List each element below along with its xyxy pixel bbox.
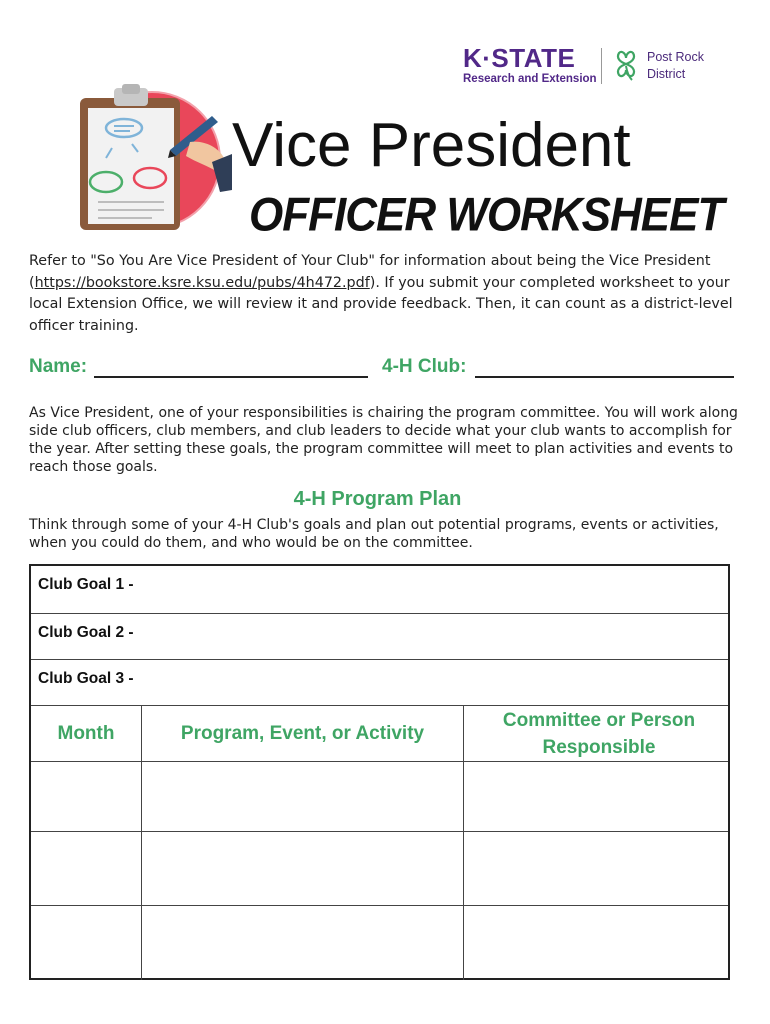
club-goal-1-label: Club Goal 1 - [38, 576, 134, 593]
club-goal-2-label: Club Goal 2 - [38, 624, 134, 641]
club-goal-1-row[interactable] [31, 566, 728, 614]
club-field[interactable] [475, 356, 734, 378]
intro-text-start: Refer to "So You Are Vice President of Your Club" for information about being the Vice President ( [29, 253, 711, 291]
table-cell-program-3[interactable] [142, 906, 463, 978]
table-cell-month-2[interactable] [31, 832, 141, 905]
column-header-month: Month [57, 723, 115, 744]
program-plan-table [29, 564, 730, 980]
table-cell-committee-1[interactable] [464, 762, 728, 831]
district-name [647, 49, 704, 83]
name-field[interactable] [94, 356, 368, 378]
kstate-wordmark: K·STATE [463, 43, 576, 73]
club-label: 4-H Club: [382, 356, 467, 377]
kstate-logo [463, 44, 597, 86]
table-cell-program-1[interactable] [142, 762, 463, 831]
column-header-program: Program, Event, or Activity [180, 723, 425, 744]
club-goal-3-row[interactable] [31, 660, 728, 706]
table-cell-month-1[interactable] [31, 762, 141, 831]
club-goal-2-row[interactable] [31, 614, 728, 660]
page-title: Vice President [232, 111, 631, 180]
kstate-subtitle: Research and Extension [463, 73, 597, 85]
clipboard-illustration-icon [72, 80, 232, 240]
table-cell-committee-2[interactable] [464, 832, 728, 905]
district-line-2: District [647, 67, 686, 81]
district-line-1: Post Rock [647, 50, 704, 64]
page-subtitle: OFFICER WORKSHEET [249, 188, 724, 242]
logo-divider [601, 48, 602, 84]
intro-text-end: ). If you submit your completed worksheet to your local Extension Office, we will review it and provide feedback. Then, it can count as a district-level officer training. [29, 274, 733, 334]
table-cell-month-3[interactable] [31, 906, 141, 978]
column-header-committee: Committee or Person Responsible [502, 710, 696, 758]
program-plan-heading: 4-H Program Plan [293, 488, 462, 510]
intro-paragraph [29, 251, 749, 337]
4h-clover-icon [610, 48, 642, 82]
name-label: Name: [29, 356, 88, 377]
bookstore-link[interactable]: https://bookstore.ksre.ksu.edu/pubs/4h472.pdf [34, 274, 370, 291]
table-cell-committee-3[interactable] [464, 906, 728, 978]
responsibilities-paragraph: As Vice President, one of your responsibilities is chairing the program committee. You will work along side club officers, club members, and club leaders to decide what your club wants to accomplish for the year. After setting these goals, the program committee will meet to plan activities and events to reach those goals. [29, 405, 738, 475]
program-plan-description: Think through some of your 4-H Club's goals and plan out potential programs, events or activities, when you could do them, and who would be on the committee. [29, 517, 719, 551]
club-goal-3-label: Club Goal 3 - [38, 670, 134, 687]
table-cell-program-2[interactable] [142, 832, 463, 905]
